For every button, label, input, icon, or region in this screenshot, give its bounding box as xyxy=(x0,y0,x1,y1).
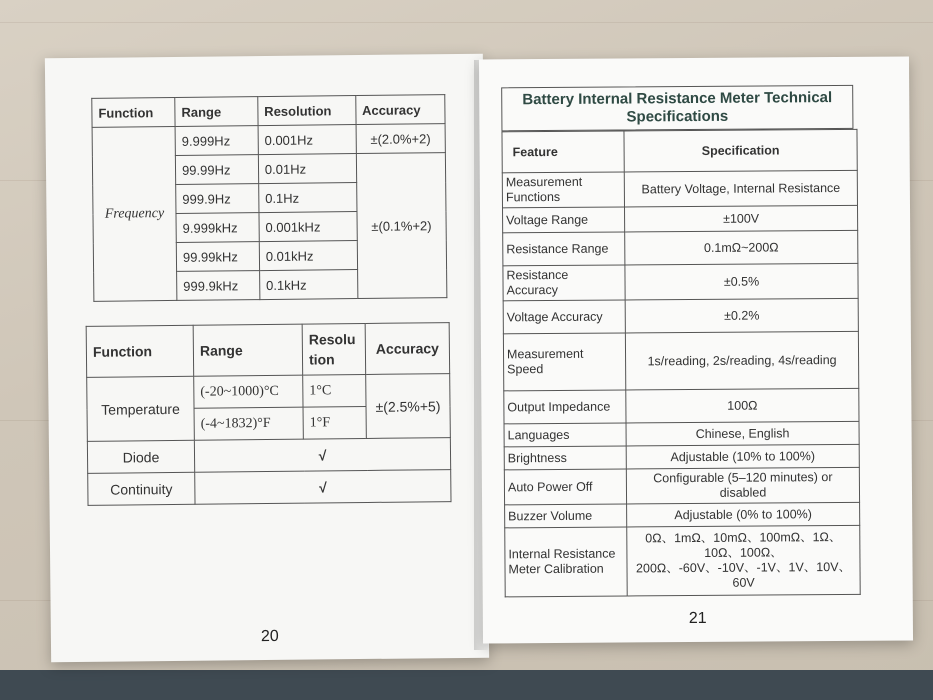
table-row xyxy=(88,470,451,506)
page-number: 20 xyxy=(260,627,279,646)
table-row xyxy=(502,170,857,207)
feature-cell: Internal Resistance Meter Calibration xyxy=(505,527,627,597)
table-edge xyxy=(0,670,933,700)
table-row xyxy=(504,467,859,504)
table-row xyxy=(92,124,445,157)
spec-cell: Chinese, English xyxy=(626,421,859,446)
resolution-cell: 0.1Hz xyxy=(259,183,357,213)
resolution-cell: 0.001Hz xyxy=(258,125,356,155)
spec-cell: 0.1mΩ~200Ω xyxy=(625,230,858,265)
resolution-cell: 0.1kHz xyxy=(259,270,357,300)
feature-cell: Resistance Range xyxy=(503,232,625,266)
spec-cell: ±0.5% xyxy=(625,263,858,300)
function-diode: Diode xyxy=(87,440,194,473)
col-header-range: Range xyxy=(175,97,258,127)
function-continuity: Continuity xyxy=(88,472,195,505)
range-cell: 9.999kHz xyxy=(176,213,259,243)
feature-cell: Resistance Accuracy xyxy=(503,265,625,301)
range-cell: (-20~1000)°C xyxy=(194,375,303,408)
manual-page-right xyxy=(479,57,913,644)
table-row xyxy=(504,388,859,423)
table-header-row xyxy=(86,323,450,378)
range-cell: 99.99Hz xyxy=(175,155,258,185)
table-row xyxy=(504,444,859,469)
feature-cell: Voltage Accuracy xyxy=(503,300,625,334)
spec-cell: ±100V xyxy=(624,205,857,232)
range-cell: 9.999Hz xyxy=(175,126,258,156)
feature-cell: Brightness xyxy=(504,446,626,470)
col-header-accuracy: Accuracy xyxy=(355,95,445,125)
col-header-resolution: Resolu tion xyxy=(302,323,366,375)
range-cell: (-4~1832)°F xyxy=(194,407,303,440)
feature-cell: Voltage Range xyxy=(503,207,625,233)
range-cell: 99.99kHz xyxy=(176,242,259,272)
spec-cell: ±0.2% xyxy=(625,298,858,333)
resolution-cell: 0.001kHz xyxy=(259,212,357,242)
feature-cell: Auto Power Off xyxy=(504,469,626,505)
col-header-feature: Feature xyxy=(502,131,624,173)
function-temperature: Temperature xyxy=(87,376,195,441)
spec-title xyxy=(501,85,853,131)
col-header-specification: Specification xyxy=(624,129,857,172)
resolution-cell: 1°F xyxy=(303,406,366,439)
col-header-range: Range xyxy=(193,324,303,376)
resolution-cell: 0.01kHz xyxy=(259,241,357,271)
table-row xyxy=(505,525,860,596)
col-header-function: Function xyxy=(92,97,175,127)
manual-page-left xyxy=(45,54,489,663)
spec-cell: Adjustable (0% to 100%) xyxy=(627,502,860,527)
feature-cell: Buzzer Volume xyxy=(505,504,627,528)
table-header-row xyxy=(92,95,445,128)
spec-cell: Configurable (5–120 minutes) or disabled xyxy=(626,467,859,504)
temperature-spec-table xyxy=(86,322,452,506)
col-header-function: Function xyxy=(86,325,194,377)
feature-cell: Output Impedance xyxy=(504,390,626,424)
table-row xyxy=(504,421,859,446)
table-row xyxy=(87,374,450,410)
feature-cell: Measurement Functions xyxy=(502,172,624,208)
range-cell: 999.9kHz xyxy=(177,271,260,301)
table-row xyxy=(503,331,858,390)
feature-cell: Measurement Speed xyxy=(503,333,625,391)
accuracy-cell: ±(2.5%+5) xyxy=(366,374,451,439)
spec-cell: 0Ω、1mΩ、10mΩ、100mΩ、1Ω、10Ω、100Ω、200Ω、-60V、-10V、-1V、1V、10V、60V xyxy=(627,525,860,596)
range-cell: 999.9Hz xyxy=(176,184,259,214)
spec-title-text: Battery Internal Resistance Meter Technical Specifications xyxy=(522,89,833,126)
spec-cell: 100Ω xyxy=(626,388,859,423)
page-number: 21 xyxy=(688,609,707,628)
col-header-resolution: Resolution xyxy=(258,96,356,126)
diode-check: √ xyxy=(194,438,450,473)
spec-cell: Adjustable (10% to 100%) xyxy=(626,444,859,469)
function-frequency: Frequency xyxy=(92,126,177,301)
spec-table xyxy=(501,129,860,597)
table-row xyxy=(87,438,450,474)
table-row xyxy=(503,230,858,265)
spec-cell: 1s/reading, 2s/reading, 4s/reading xyxy=(625,331,858,390)
frequency-spec-table xyxy=(91,94,447,302)
resolution-cell: 0.01Hz xyxy=(258,154,356,184)
accuracy-cell: ±(0.1%+2) xyxy=(356,153,447,299)
table-row xyxy=(503,205,858,232)
table-row xyxy=(503,263,858,300)
continuity-check: √ xyxy=(195,470,451,505)
accuracy-cell: ±(2.0%+2) xyxy=(356,124,446,154)
table-row xyxy=(503,298,858,333)
resolution-cell: 1°C xyxy=(303,374,366,407)
col-header-accuracy: Accuracy xyxy=(365,323,450,375)
spec-cell: Battery Voltage, Internal Resistance xyxy=(624,170,857,207)
table-header-row xyxy=(502,129,857,172)
table-row xyxy=(505,502,860,527)
feature-cell: Languages xyxy=(504,423,626,447)
